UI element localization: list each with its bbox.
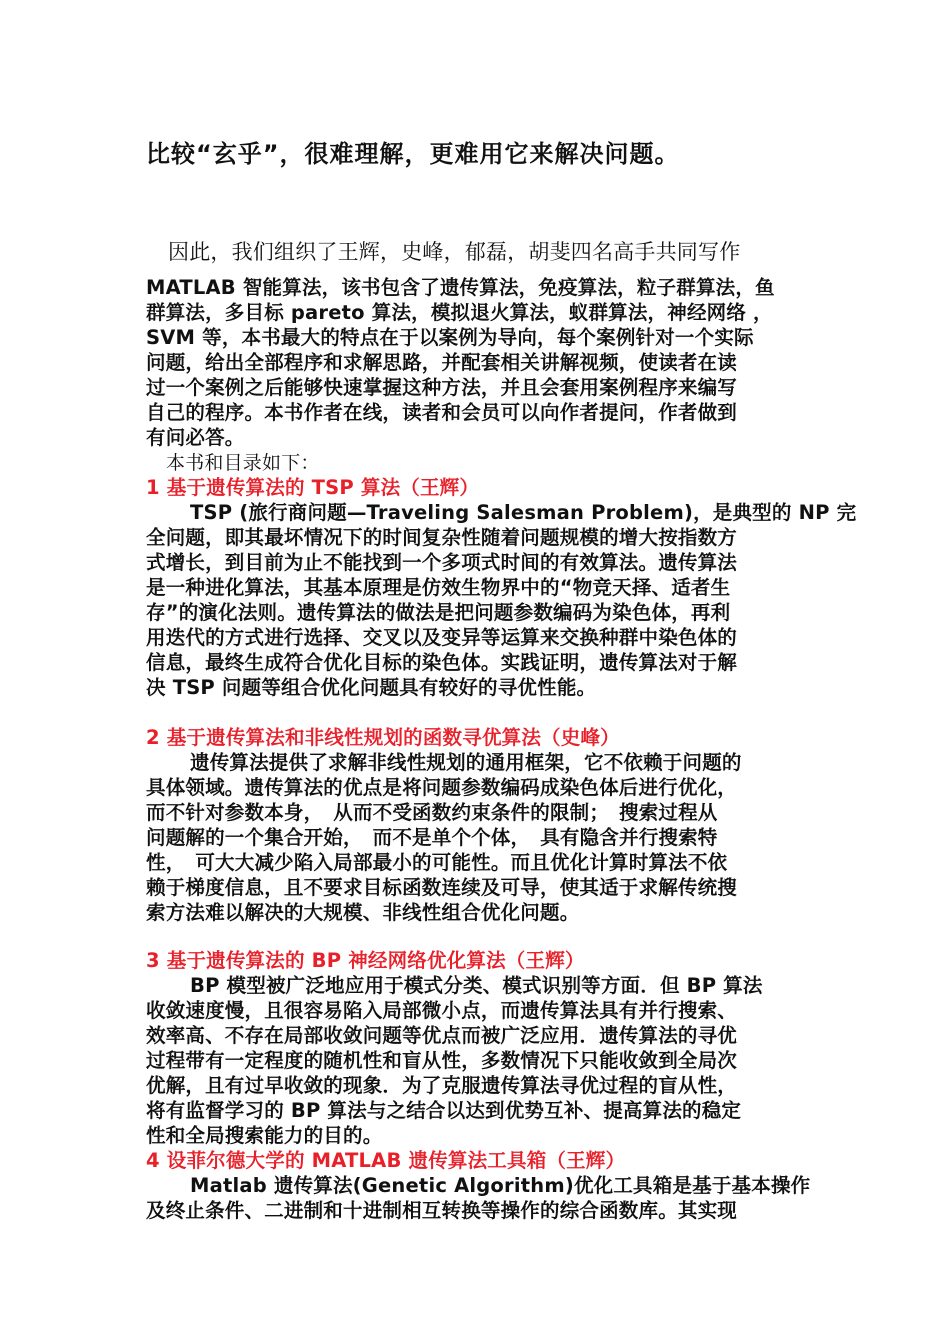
section-3-line: 优解，且有过早收敛的现象．为了克服遗传算法寻优过程的盲从性， xyxy=(146,1074,738,1097)
section-2-line: 而不针对参数本身， 从而不受函数约束条件的限制； 搜索过程从 xyxy=(146,801,718,824)
intro-paragraph-line: 有问必答。 xyxy=(146,426,245,449)
intro-line-2: 因此，我们组织了王辉，史峰，郁磊，胡斐四名高手共同写作 xyxy=(168,240,741,264)
section-4-title: 4 设菲尔德大学的 MATLAB 遗传算法工具箱（王辉） xyxy=(146,1149,626,1172)
section-1-line: 式增长，到目前为止不能找到一个多项式时间的有效算法。遗传算法 xyxy=(146,551,738,574)
section-1-line: 全问题，即其最坏情况下的时间复杂性随着问题规模的增大按指数方 xyxy=(146,526,738,549)
intro-line-1: 比较“玄乎”，很难理解，更难用它来解决问题。 xyxy=(146,140,680,168)
section-3-title: 3 基于遗传算法的 BP 神经网络优化算法（王辉） xyxy=(146,949,585,972)
section-4-line: Matlab 遗传算法(Genetic Algorithm)优化工具箱是基于基本操作 xyxy=(190,1174,811,1197)
intro-paragraph-line: SVM 等，本书最大的特点在于以案例为导向，每个案例针对一个实际 xyxy=(146,326,754,349)
section-2-line: 索方法难以解决的大规模、非线性组合优化问题。 xyxy=(146,901,580,924)
intro-paragraph-line: 自己的程序。本书作者在线，读者和会员可以向作者提问，作者做到 xyxy=(146,401,738,424)
section-1-line: 决 TSP 问题等组合优化问题具有较好的寻优性能。 xyxy=(146,676,597,699)
section-3-line: 过程带有一定程度的随机性和盲从性，多数情况下只能收敛到全局次 xyxy=(146,1049,738,1072)
section-1-line: 存”的演化法则。遗传算法的做法是把问题参数编码为染色体，再利 xyxy=(146,601,731,624)
section-2-line: 遗传算法提供了求解非线性规划的通用框架，它不依赖于问题的 xyxy=(190,751,742,774)
section-1-line: 用迭代的方式进行选择、交叉以及变异等运算来交换种群中染色体的 xyxy=(146,626,738,649)
intro-paragraph-line: MATLAB 智能算法，该书包含了遗传算法，免疫算法，粒子群算法，鱼 xyxy=(146,276,775,299)
section-2-title: 2 基于遗传算法和非线性规划的函数寻优算法（史峰） xyxy=(146,726,620,749)
section-1-line: 是一种进化算法，其基本原理是仿效生物界中的“物竞天择、适者生 xyxy=(146,576,731,599)
section-2-line: 具体领域。遗传算法的优点是将问题参数编码成染色体后进行优化， xyxy=(146,776,738,799)
section-3-line: 收敛速度慢，且很容易陷入局部微小点，而遗传算法具有并行搜索、 xyxy=(146,999,738,1022)
section-1-line: 信息，最终生成符合优化目标的染色体。实践证明，遗传算法对于解 xyxy=(146,651,738,674)
section-3-line: 性和全局搜索能力的目的。 xyxy=(146,1124,383,1147)
section-3-line: BP 模型被广泛地应用于模式分类、模式识别等方面．但 BP 算法 xyxy=(190,974,763,997)
section-2-line: 问题解的一个集合开始， 而不是单个个体， 具有隐含并行搜索特 xyxy=(146,826,718,849)
section-3-line: 将有监督学习的 BP 算法与之结合以达到优势互补、提高算法的稳定 xyxy=(146,1099,742,1122)
intro-paragraph-line: 过一个案例之后能够快速掌握这种方法，并且会套用案例程序来编写 xyxy=(146,376,738,399)
section-2-line: 性， 可大大减少陷入局部最小的可能性。而且优化计算时算法不依 xyxy=(146,851,728,874)
section-4-line: 及终止条件、二进制和十进制相互转换等操作的综合函数库。其实现 xyxy=(146,1199,738,1222)
section-1-title: 1 基于遗传算法的 TSP 算法（王辉） xyxy=(146,476,480,499)
intro-paragraph-line: 问题，给出全部程序和求解思路，并配套相关讲解视频，使读者在读 xyxy=(146,351,738,374)
section-2-line: 赖于梯度信息，且不要求目标函数连续及可导，使其适于求解传统搜 xyxy=(146,876,738,899)
toc-intro: 本书和目录如下： xyxy=(166,452,320,474)
intro-paragraph-line: 群算法，多目标 pareto 算法，模拟退火算法，蚁群算法，神经网络 ， xyxy=(146,301,773,324)
section-3-line: 效率高、不存在局部收敛问题等优点而被广泛应用．遗传算法的寻优 xyxy=(146,1024,738,1047)
section-1-line: TSP (旅行商问题—Traveling Salesman Problem)，是典型的 NP 完 xyxy=(190,501,857,524)
